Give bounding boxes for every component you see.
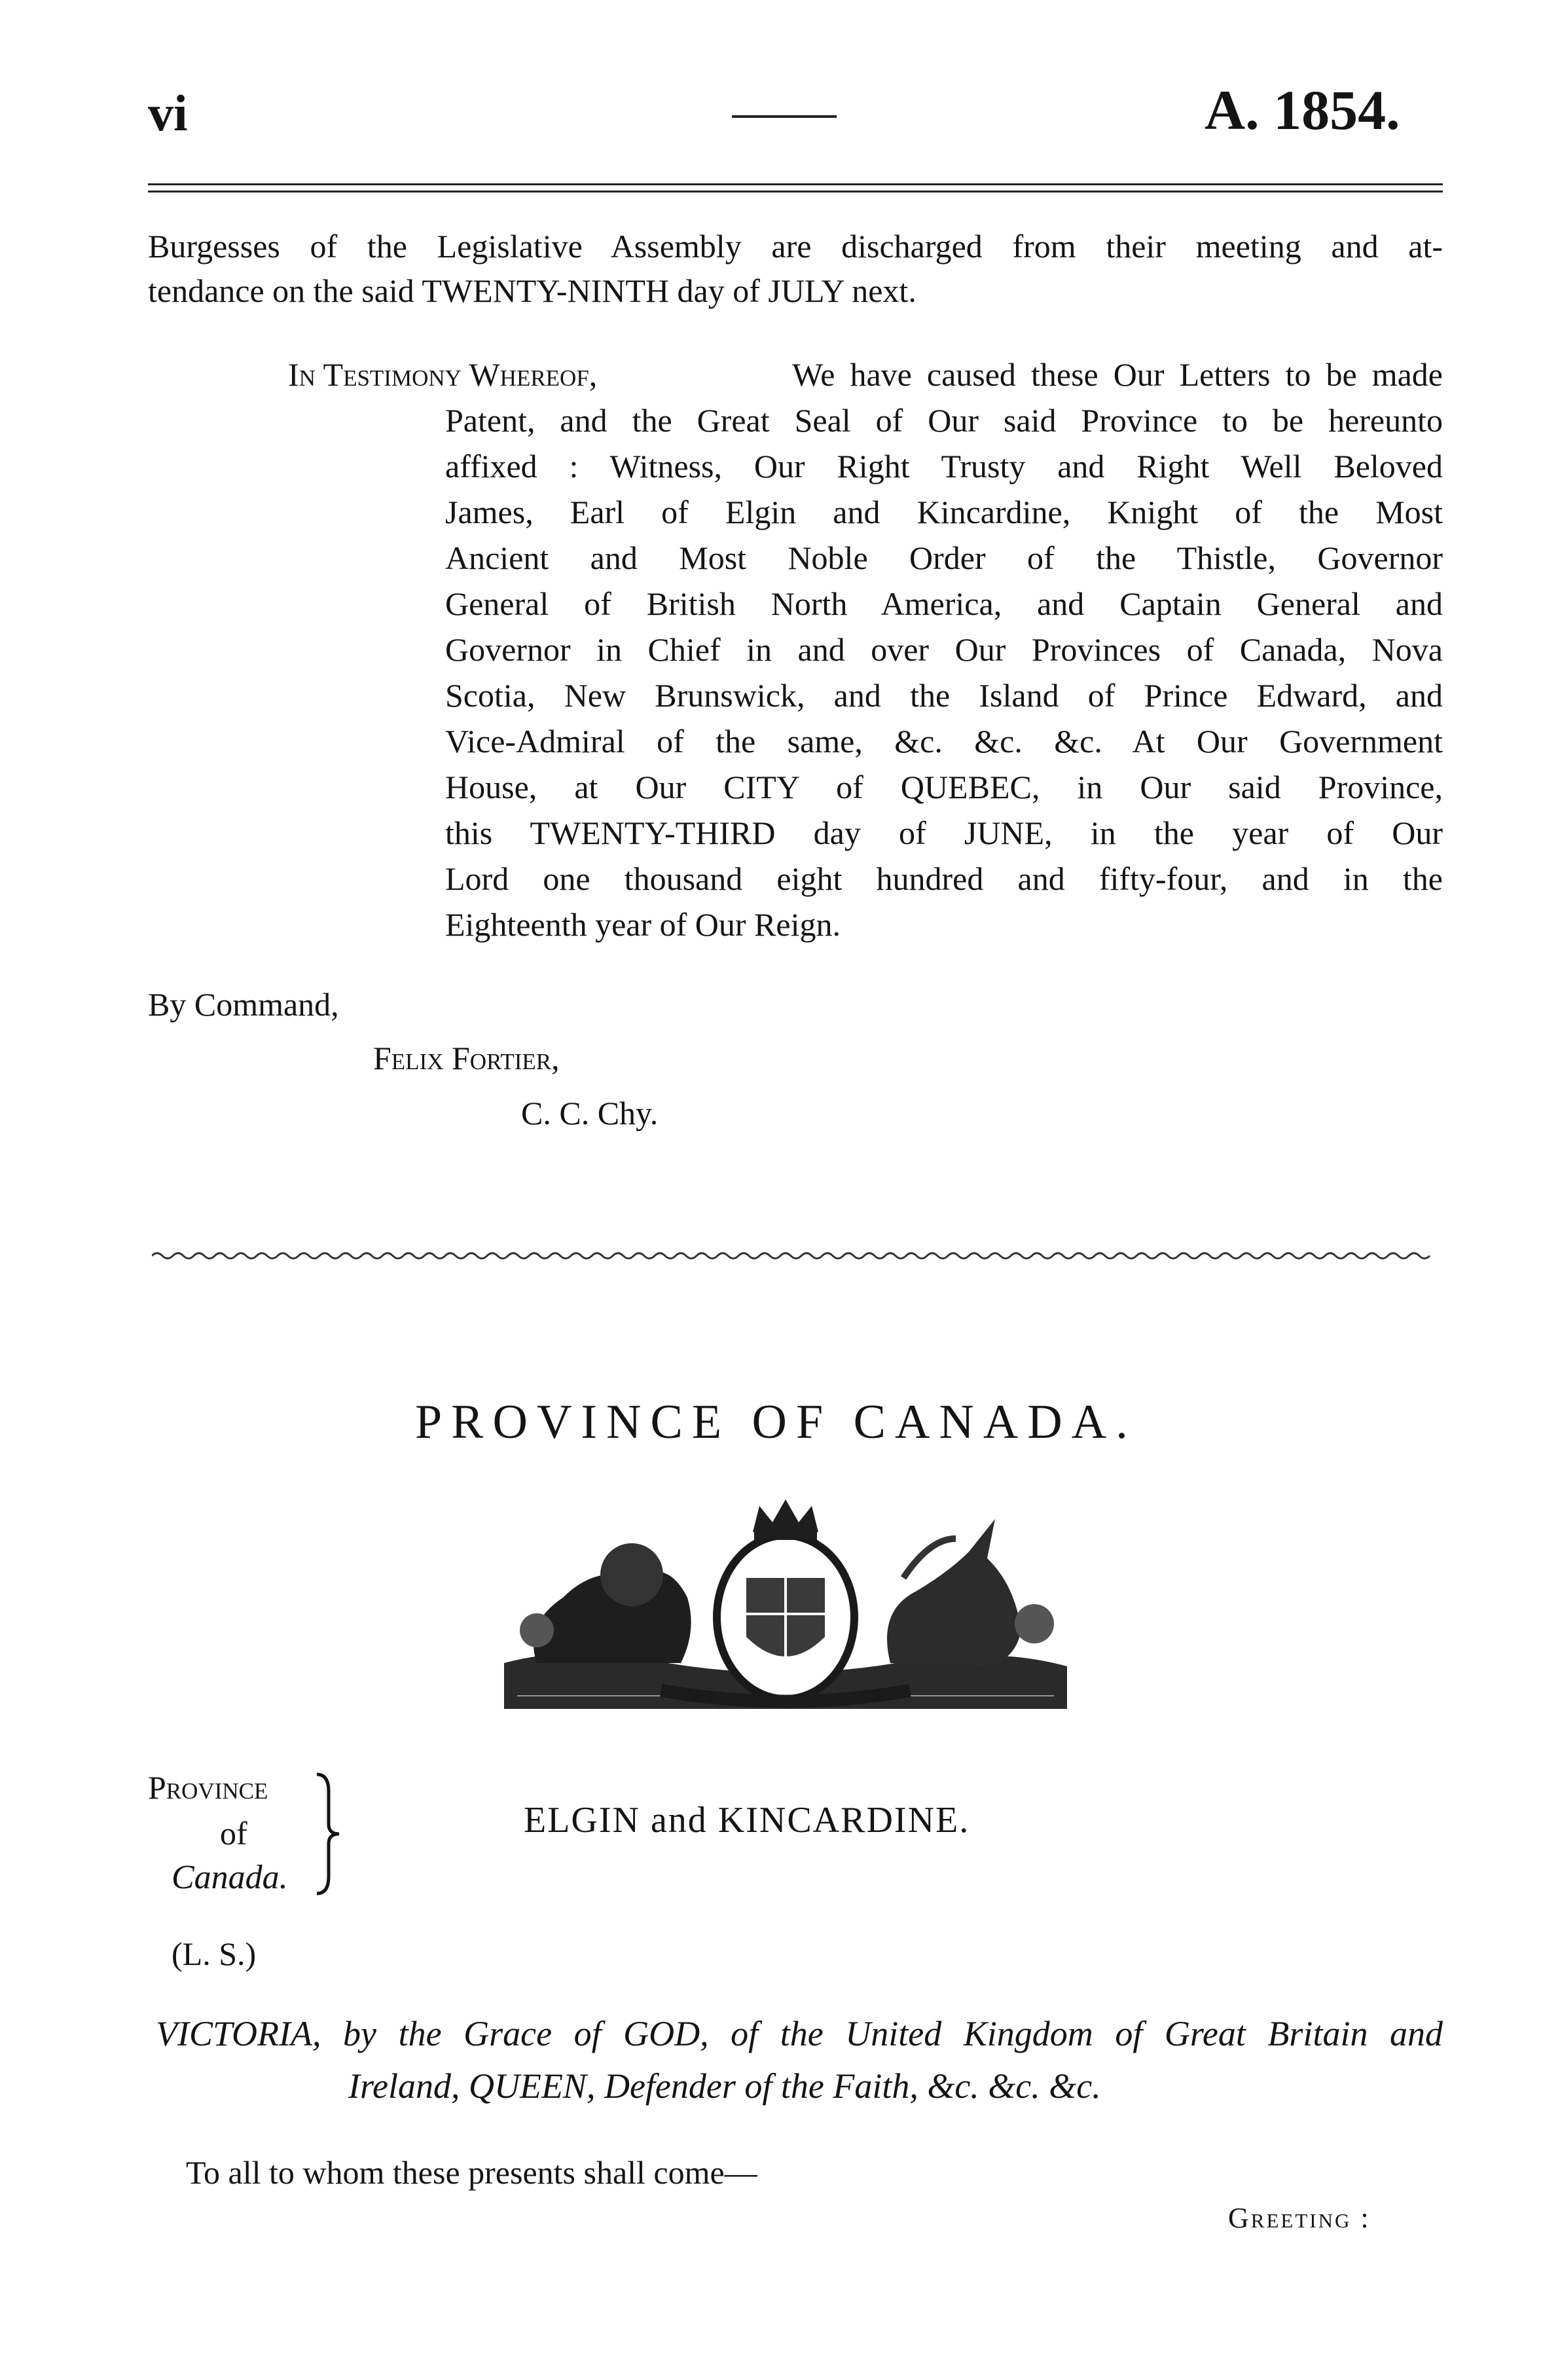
intro-line-2: tendance on the said TWENTY-NINTH day of JULY next.	[148, 272, 916, 309]
sovereign-line-1: VICTORIA, by the Grace of GOD, of the United Kingdom of Great Britain and	[156, 2014, 1443, 2053]
testimony-line: Scotia, New Brunswick, and the Island of Prince Edward, and	[445, 677, 1443, 714]
testimony-line: Eighteenth year of Our Reign.	[445, 906, 841, 943]
testimony-line: House, at Our CITY of QUEBEC, in Our said Province,	[445, 769, 1443, 805]
province-label-2: of	[220, 1815, 247, 1852]
testimony-line: Ancient and Most Noble Order of the Thistle, Governor	[445, 540, 1443, 576]
testimony-line: Vice-Admiral of the same, &c. &c. &c. At Our Government	[445, 723, 1443, 760]
testimony-line: Lord one thousand eight hundred and fifty-four, and in the	[445, 860, 1443, 897]
address-line: To all to whom these presents shall come—	[186, 2154, 757, 2191]
testimony-lead-in: In Testimony Whereof,	[288, 356, 598, 393]
testimony-line: this TWENTY-THIRD day of JUNE, in the year of Our	[445, 815, 1443, 851]
testimony-line: James, Earl of Elgin and Kincardine, Knight of the Most	[445, 494, 1443, 530]
province-label-3: Canada.	[172, 1859, 288, 1896]
intro-line-1: Burgesses of the Legislative Assembly are discharged from their meeting and at-	[148, 228, 1443, 265]
greeting: Greeting :	[1228, 2202, 1371, 2234]
curly-brace-icon	[313, 1772, 346, 1896]
signatory-title: C. C. Chy.	[521, 1095, 659, 1131]
testimony-line: We have caused these Our Letters to be made	[792, 356, 1443, 393]
signatory-name: Felix Fortier,	[373, 1040, 560, 1076]
testimony-line: affixed : Witness, Our Right Trusty and Right Well Beloved	[445, 448, 1443, 485]
testimony-line: Governor in Chief in and over Our Provinces of Canada, Nova	[445, 631, 1443, 668]
governor-name	[524, 1799, 970, 1841]
testimony-line: General of British North America, and Captain General and	[445, 585, 1443, 622]
header-dash	[732, 115, 837, 118]
by-command: By Command,	[148, 986, 339, 1023]
province-label-1: Province	[148, 1769, 268, 1806]
governor-name-text: ELGIN and KINCARDINE.	[524, 1800, 970, 1840]
page-number: vi	[148, 84, 188, 141]
header-rule-top	[148, 183, 1443, 185]
wavy-divider	[152, 1249, 1436, 1265]
proclamation-heading: PROVINCE OF CANADA.	[415, 1395, 1137, 1449]
seal-abbreviation: (L. S.)	[172, 1935, 257, 1972]
sovereign-line-2: Ireland, QUEEN, Defender of the Faith, &c. &c. &c.	[348, 2066, 1101, 2106]
page-year: A. 1854.	[1205, 79, 1400, 141]
header-rule-bottom	[148, 191, 1443, 192]
royal-coat-of-arms-icon	[498, 1499, 1074, 1722]
testimony-line: Patent, and the Great Seal of Our said Province to be hereunto	[445, 402, 1443, 439]
